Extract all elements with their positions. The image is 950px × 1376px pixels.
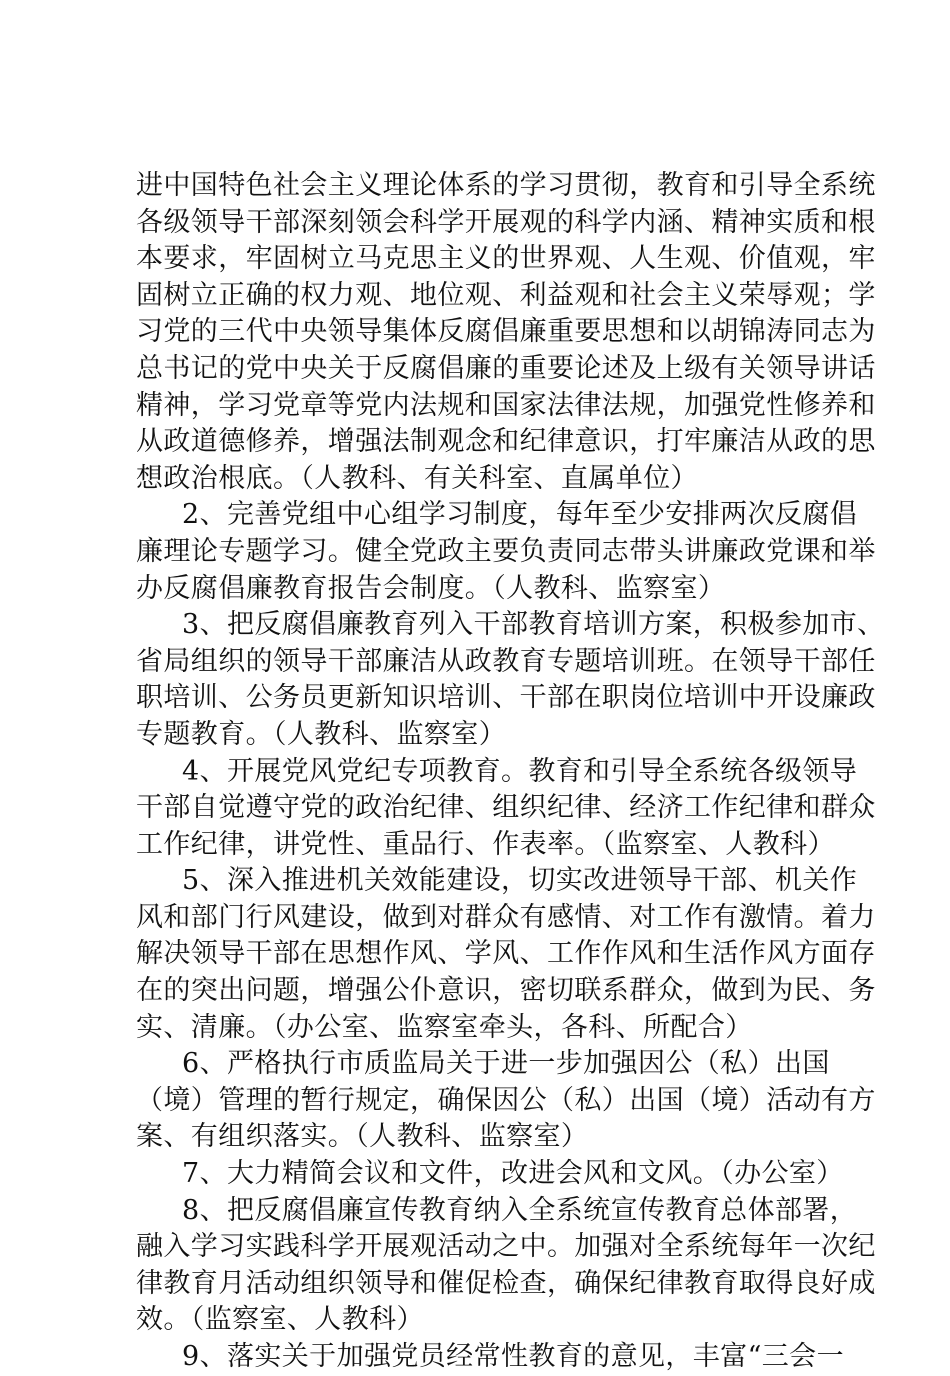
- text-line: （境）管理的暂行规定，确保因公（私）出国（境）活动有方: [136, 1084, 876, 1116]
- text-line: 实、清廉。（办公室、监察室牵头，各科、所配合）: [136, 1011, 753, 1043]
- text-line: 4、开展党风党纪专项教育。教育和引导全系统各级领导: [182, 755, 858, 787]
- text-line: 习党的三代中央领导集体反腐倡廉重要思想和以胡锦涛同志为: [136, 316, 876, 348]
- text-line: 廉理论专题学习。健全党政主要负责同志带头讲廉政党课和举: [136, 535, 876, 567]
- text-line: 本要求，牢固树立马克思主义的世界观、人生观、价值观，牢: [136, 243, 876, 275]
- text-line: 8、把反腐倡廉宣传教育纳入全系统宣传教育总体部署，: [182, 1194, 858, 1226]
- text-line: 效。（监察室、人教科）: [136, 1304, 424, 1336]
- paragraph-item-2: [136, 497, 876, 607]
- text-line: 精神，学习党章等党内法规和国家法律法规，加强党性修养和: [136, 389, 876, 421]
- text-line: 总书记的党中央关于反腐倡廉的重要论述及上级有关领导讲话: [136, 352, 876, 384]
- text-line: 融入学习实践科学开展观活动之中。加强对全系统每年一次纪: [136, 1231, 876, 1263]
- text-line: 想政治根底。（人教科、有关科室、直属单位）: [136, 462, 698, 494]
- text-line: 固树立正确的权力观、地位观、利益观和社会主义荣辱观；学: [136, 279, 876, 311]
- text-line: 6、严格执行市质监局关于进一步加强因公（私）出国: [182, 1048, 830, 1080]
- text-line: 2、完善党组中心组学习制度，每年至少安排两次反腐倡: [182, 499, 858, 531]
- text-line: 干部自觉遵守党的政治纪律、组织纪律、经济工作纪律和群众: [136, 792, 876, 824]
- text-line: 律教育月活动组织领导和催促检查，确保纪律教育取得良好成: [136, 1267, 876, 1299]
- text-line: 进中国特色社会主义理论体系的学习贯彻，教育和引导全系统: [136, 170, 876, 201]
- paragraph-continued: [136, 168, 876, 497]
- text-line: 7、大力精简会议和文件，改进会风和文风。（办公室）: [182, 1158, 844, 1190]
- text-line: 专题教育。（人教科、监察室）: [136, 718, 507, 750]
- paragraph-item-4: [136, 754, 876, 864]
- text-line: 工作纪律，讲党性、重品行、作表率。（监察室、人教科）: [136, 828, 835, 860]
- text-line: 办反腐倡廉教育报告会制度。（人教科、监察室）: [136, 572, 726, 604]
- text-line: 3、把反腐倡廉教育列入干部教育培训方案，积极参加市、: [182, 609, 885, 641]
- paragraph-item-6: [136, 1046, 876, 1156]
- text-line: 案、有组织落实。（人教科、监察室）: [136, 1121, 589, 1153]
- text-line: 5、深入推进机关效能建设，切实改进领导干部、机关作: [182, 865, 858, 897]
- document-body: [136, 168, 885, 1376]
- text-line: 9、落实关于加强党员经常性教育的意见，丰富“三会一: [182, 1341, 844, 1372]
- text-line: 解决领导干部在思想作风、学风、工作作风和生活作风方面存: [136, 938, 876, 970]
- text-line: 各级领导干部深刻领会科学开展观的科学内涵、精神实质和根: [136, 206, 876, 238]
- paragraph-item-5: [136, 863, 876, 1046]
- paragraph-item-7: [136, 1156, 844, 1193]
- text-line: 省局组织的领导干部廉洁从政教育专题培训班。在领导干部任: [136, 645, 876, 677]
- text-line: 在的突出问题，增强公仆意识，密切联系群众，做到为民、务: [136, 975, 876, 1007]
- paragraph-item-9: [136, 1339, 844, 1376]
- paragraph-item-3: [136, 607, 885, 753]
- text-line: 从政道德修养，增强法制观念和纪律意识，打牢廉洁从政的思: [136, 426, 876, 458]
- text-line: 风和部门行风建设，做到对群众有感情、对工作有激情。着力: [136, 901, 876, 933]
- paragraph-item-8: [136, 1193, 876, 1339]
- text-line: 职培训、公务员更新知识培训、干部在职岗位培训中开设廉政: [136, 682, 876, 714]
